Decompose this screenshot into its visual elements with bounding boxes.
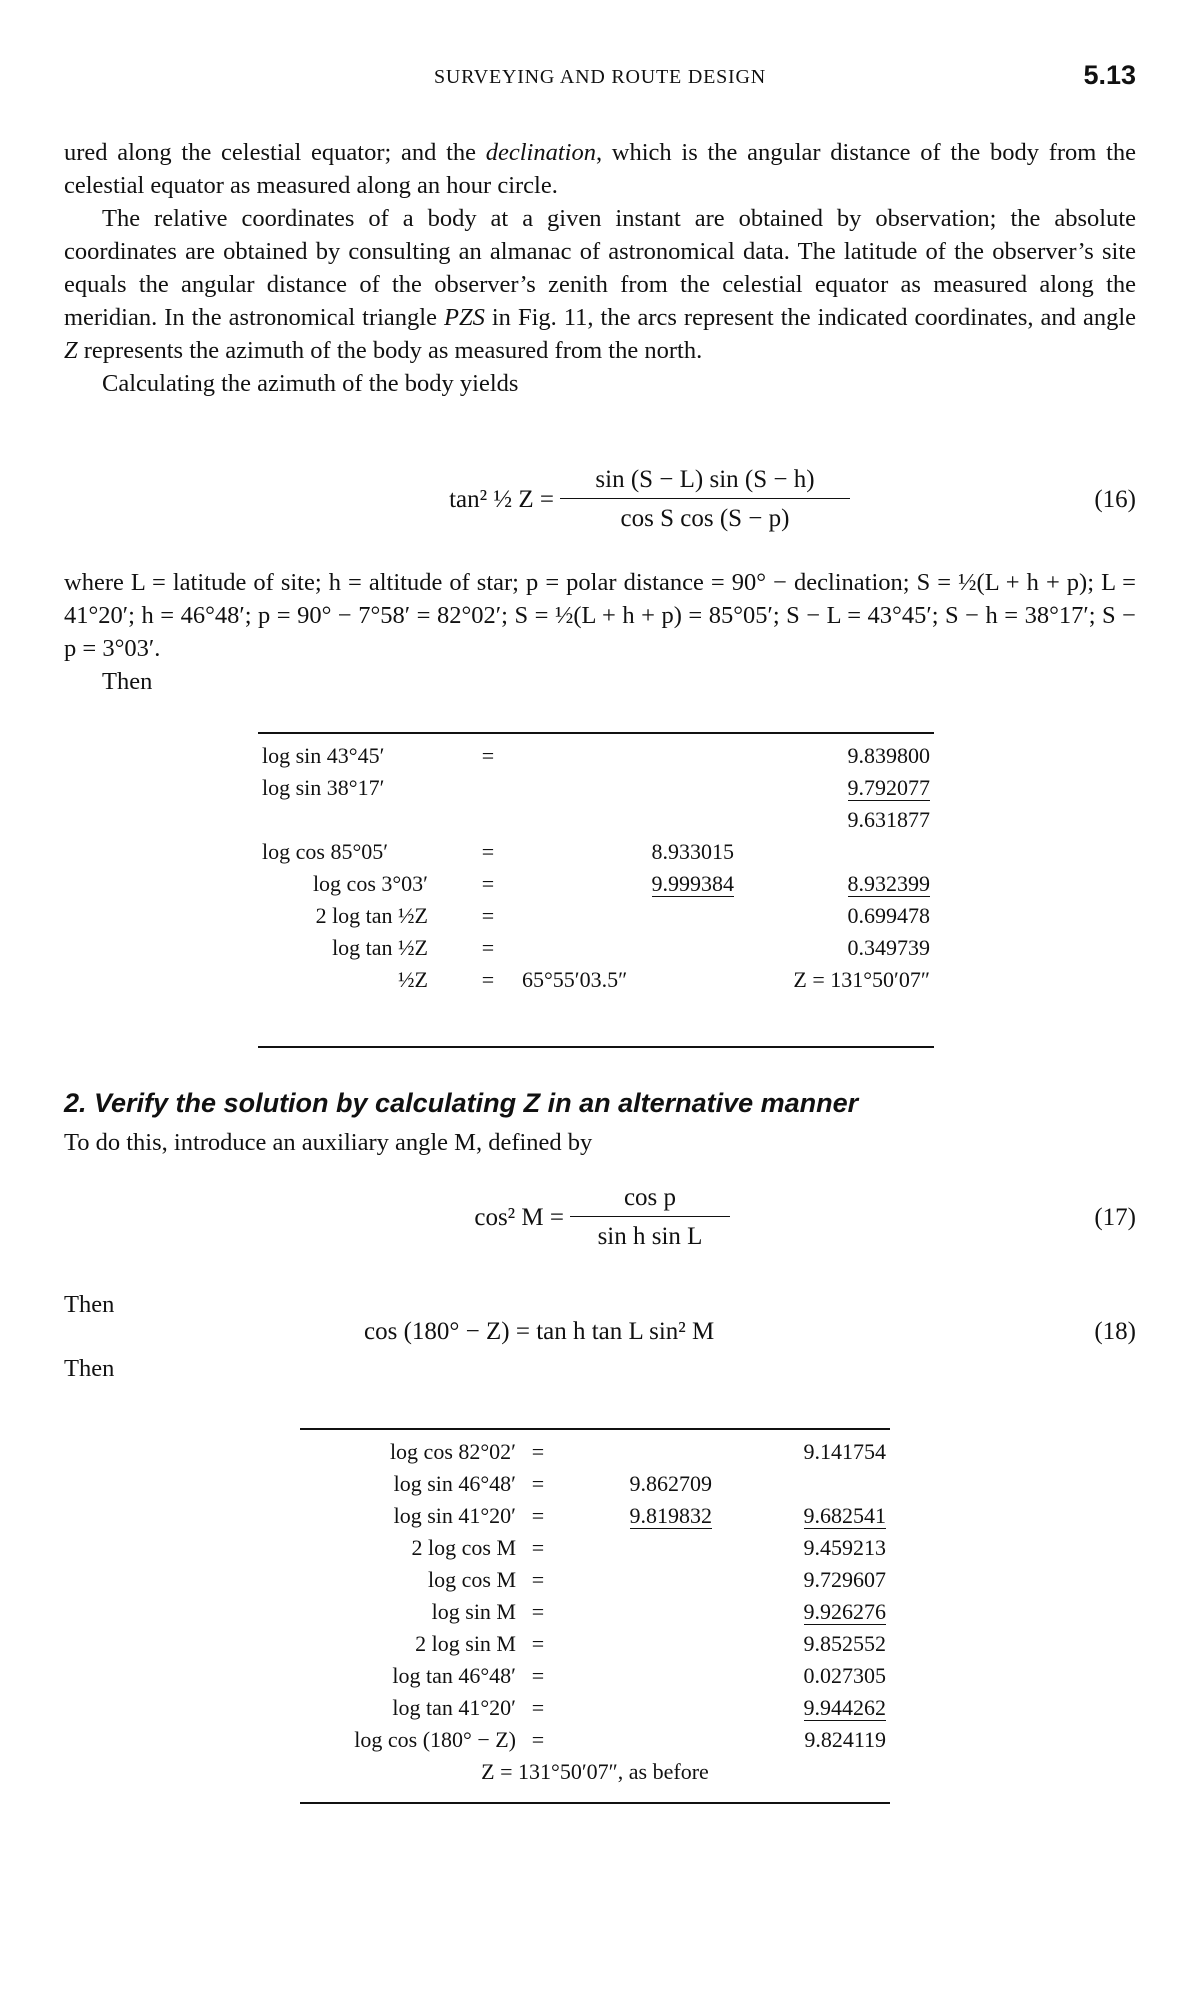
- row-label: log cos M: [428, 1567, 516, 1592]
- row-mid: 8.933015: [651, 839, 734, 864]
- fraction-denominator: cos S cos (S − p): [620, 505, 790, 532]
- table-row: [300, 1500, 890, 1532]
- row-label: 2 log cos M: [411, 1535, 516, 1560]
- row-eq: =: [481, 935, 495, 960]
- table-top-rule: [300, 1428, 890, 1430]
- row-mid: [556, 1596, 716, 1628]
- term-z: Z: [64, 337, 78, 364]
- fraction-denominator: sin h sin L: [597, 1223, 703, 1250]
- row-eq: =: [531, 1471, 545, 1496]
- paragraph-where: where L = latitude of site; h = altitude of star; p = polar distance = 90° − declination; S = ½(L + h + p); L = 41°20′; h = 46°48′; p = 90° − 7°58′ = 82°02′; S = ½(L + h + p) = 85°05′; S − L = 43°45′; S − h = 38°17′; S − p = 3°03′.: [64, 569, 1136, 662]
- row-right: 9.852552: [803, 1631, 886, 1656]
- row-eq: =: [531, 1599, 545, 1624]
- table-row: [258, 932, 934, 964]
- running-header: [64, 60, 1136, 100]
- row-eq: =: [531, 1503, 545, 1528]
- row-mid: [556, 1564, 716, 1596]
- row-mid: [556, 1692, 716, 1724]
- row-label: log sin 41°20′: [393, 1503, 516, 1528]
- row-eq: =: [481, 903, 495, 928]
- equation-body: cos (180° − Z) = tan h tan L sin² M: [364, 1318, 715, 1345]
- row-eq: =: [531, 1439, 545, 1464]
- row-right: 9.141754: [803, 1439, 886, 1464]
- row-right: 0.027305: [803, 1663, 886, 1688]
- row-right: 9.459213: [803, 1535, 886, 1560]
- row-right: 9.792077: [847, 775, 930, 800]
- row-label: log cos 82°02′: [389, 1439, 516, 1464]
- equation-number: (17): [1094, 1204, 1136, 1231]
- equation-fraction: [560, 466, 850, 533]
- row-label: ½Z: [398, 967, 428, 992]
- row-eq: =: [531, 1727, 545, 1752]
- row-label: log tan 41°20′: [392, 1695, 516, 1720]
- paragraph-calculating: Calculating the azimuth of the body yields: [102, 370, 519, 397]
- table-row: [300, 1436, 890, 1468]
- paragraph-coordinates: [64, 202, 1136, 367]
- equation-number: (18): [1094, 1318, 1136, 1345]
- row-label: log tan 46°48′: [392, 1663, 516, 1688]
- row-eq: =: [531, 1695, 545, 1720]
- row-right: 0.349739: [847, 935, 930, 960]
- table-row: [258, 836, 934, 868]
- row-mid: [518, 900, 738, 932]
- table-row: [300, 1756, 890, 1788]
- row-right: 9.682541: [803, 1503, 886, 1528]
- row-label: log sin M: [431, 1599, 516, 1624]
- text-run: , which is the angular distance of the body from the celestial equator as measured along an hour circle.: [64, 139, 1137, 199]
- header-title: SURVEYING AND ROUTE DESIGN: [434, 66, 766, 88]
- row-mid: 65°55′03.5″: [522, 967, 628, 992]
- row-label: log tan ½Z: [332, 935, 428, 960]
- row-eq: [458, 804, 518, 836]
- row-right: 0.699478: [847, 903, 930, 928]
- table-row: [300, 1628, 890, 1660]
- table-row: [300, 1468, 890, 1500]
- section-intro: To do this, introduce an auxiliary angle M, defined by: [64, 1129, 593, 1156]
- row-eq: =: [531, 1663, 545, 1688]
- table-footer-result: Z = 131°50′07″, as before: [481, 1759, 709, 1784]
- equation-lhs: cos² M =: [474, 1204, 564, 1231]
- table-bottom-rule: [258, 1046, 934, 1048]
- row-eq: [458, 772, 518, 804]
- row-right: 9.824119: [804, 1727, 886, 1752]
- table-row: [300, 1660, 890, 1692]
- row-right: [716, 1468, 890, 1500]
- row-right: 9.631877: [847, 807, 930, 832]
- fraction-numerator: sin (S − L) sin (S − h): [560, 466, 850, 499]
- table-row: [258, 772, 934, 804]
- row-eq: =: [531, 1535, 545, 1560]
- log-table-2: [300, 1436, 890, 1788]
- row-mid: 9.819832: [629, 1503, 712, 1528]
- equation-17: [64, 1184, 1136, 1264]
- row-eq: =: [481, 839, 495, 864]
- text-run: in Fig. 11, the arcs represent the indicated coordinates, and angle: [484, 304, 1136, 331]
- row-mid: 9.862709: [629, 1471, 712, 1496]
- row-right: 9.839800: [847, 743, 930, 768]
- intro-text: [64, 136, 1136, 400]
- table-row: [258, 868, 934, 900]
- table-top-rule: [258, 732, 934, 734]
- section-heading: 2. Verify the solution by calculating Z in an alternative manner: [64, 1088, 859, 1118]
- table-row: [258, 964, 934, 996]
- row-eq: =: [481, 871, 495, 896]
- text-run: represents the azimuth of the body as measured from the north.: [77, 337, 703, 364]
- row-label: log sin 43°45′: [262, 743, 385, 768]
- row-mid: [556, 1436, 716, 1468]
- table-row: [258, 740, 934, 772]
- equation-fraction: [570, 1184, 730, 1251]
- row-mid: [518, 932, 738, 964]
- row-mid: [518, 740, 738, 772]
- row-right: 9.729607: [803, 1567, 886, 1592]
- row-right: 8.932399: [847, 871, 930, 896]
- label-then: Then: [64, 1291, 115, 1318]
- row-eq: =: [531, 1567, 545, 1592]
- row-mid: 9.999384: [651, 871, 734, 896]
- row-label: 2 log tan ½Z: [315, 903, 428, 928]
- table-row: [300, 1724, 890, 1756]
- equation-lhs: tan² ½ Z =: [449, 486, 554, 513]
- table-row: [258, 900, 934, 932]
- table-row: [300, 1532, 890, 1564]
- fraction-numerator: cos p: [570, 1184, 730, 1217]
- row-right: 9.944262: [803, 1695, 886, 1720]
- term-declination: declination: [485, 139, 596, 166]
- row-label: [258, 804, 458, 836]
- table-row: [300, 1564, 890, 1596]
- table-row: [258, 804, 934, 836]
- row-mid: [518, 772, 738, 804]
- row-right: Z = 131°50′07″: [793, 967, 930, 992]
- row-label: log cos 3°03′: [312, 871, 428, 896]
- text-run: The relative coordinates of a body at a given instant are obtained by observation; the absolute coordinates are obtained by consulting an almanac of astronomical data. The latitude of the observer’s site equals the angular distance of the observer’s zenith from the celestial equator as measured along the meridian. In the astronomical triangle: [64, 205, 1136, 331]
- label-then: Then: [102, 668, 153, 695]
- row-mid: [556, 1724, 716, 1756]
- table-bottom-rule: [300, 1802, 890, 1804]
- paragraph-declination: [64, 136, 1136, 202]
- row-right: 9.926276: [803, 1599, 886, 1624]
- row-eq: =: [481, 743, 495, 768]
- label-then: Then: [64, 1355, 115, 1382]
- row-mid: [556, 1660, 716, 1692]
- table-row: [300, 1596, 890, 1628]
- text-run: ured along the celestial equator; and the: [64, 139, 486, 166]
- row-label: log sin 38°17′: [262, 775, 385, 800]
- row-label: log sin 46°48′: [393, 1471, 516, 1496]
- where-text: [64, 566, 1136, 698]
- row-eq: =: [481, 967, 495, 992]
- equation-16: [64, 466, 1136, 546]
- row-mid: [518, 804, 738, 836]
- log-table-1: [258, 740, 934, 996]
- row-label: log cos (180° − Z): [354, 1727, 516, 1752]
- row-label: log cos 85°05′: [262, 839, 389, 864]
- row-eq: =: [531, 1631, 545, 1656]
- equation-number: (16): [1094, 486, 1136, 513]
- row-mid: [556, 1628, 716, 1660]
- row-mid: [556, 1532, 716, 1564]
- table-row: [300, 1692, 890, 1724]
- row-right: [738, 836, 934, 868]
- term-pzs: PZS: [444, 304, 485, 331]
- page-number: 5.13: [1083, 60, 1136, 90]
- row-label: 2 log sin M: [415, 1631, 516, 1656]
